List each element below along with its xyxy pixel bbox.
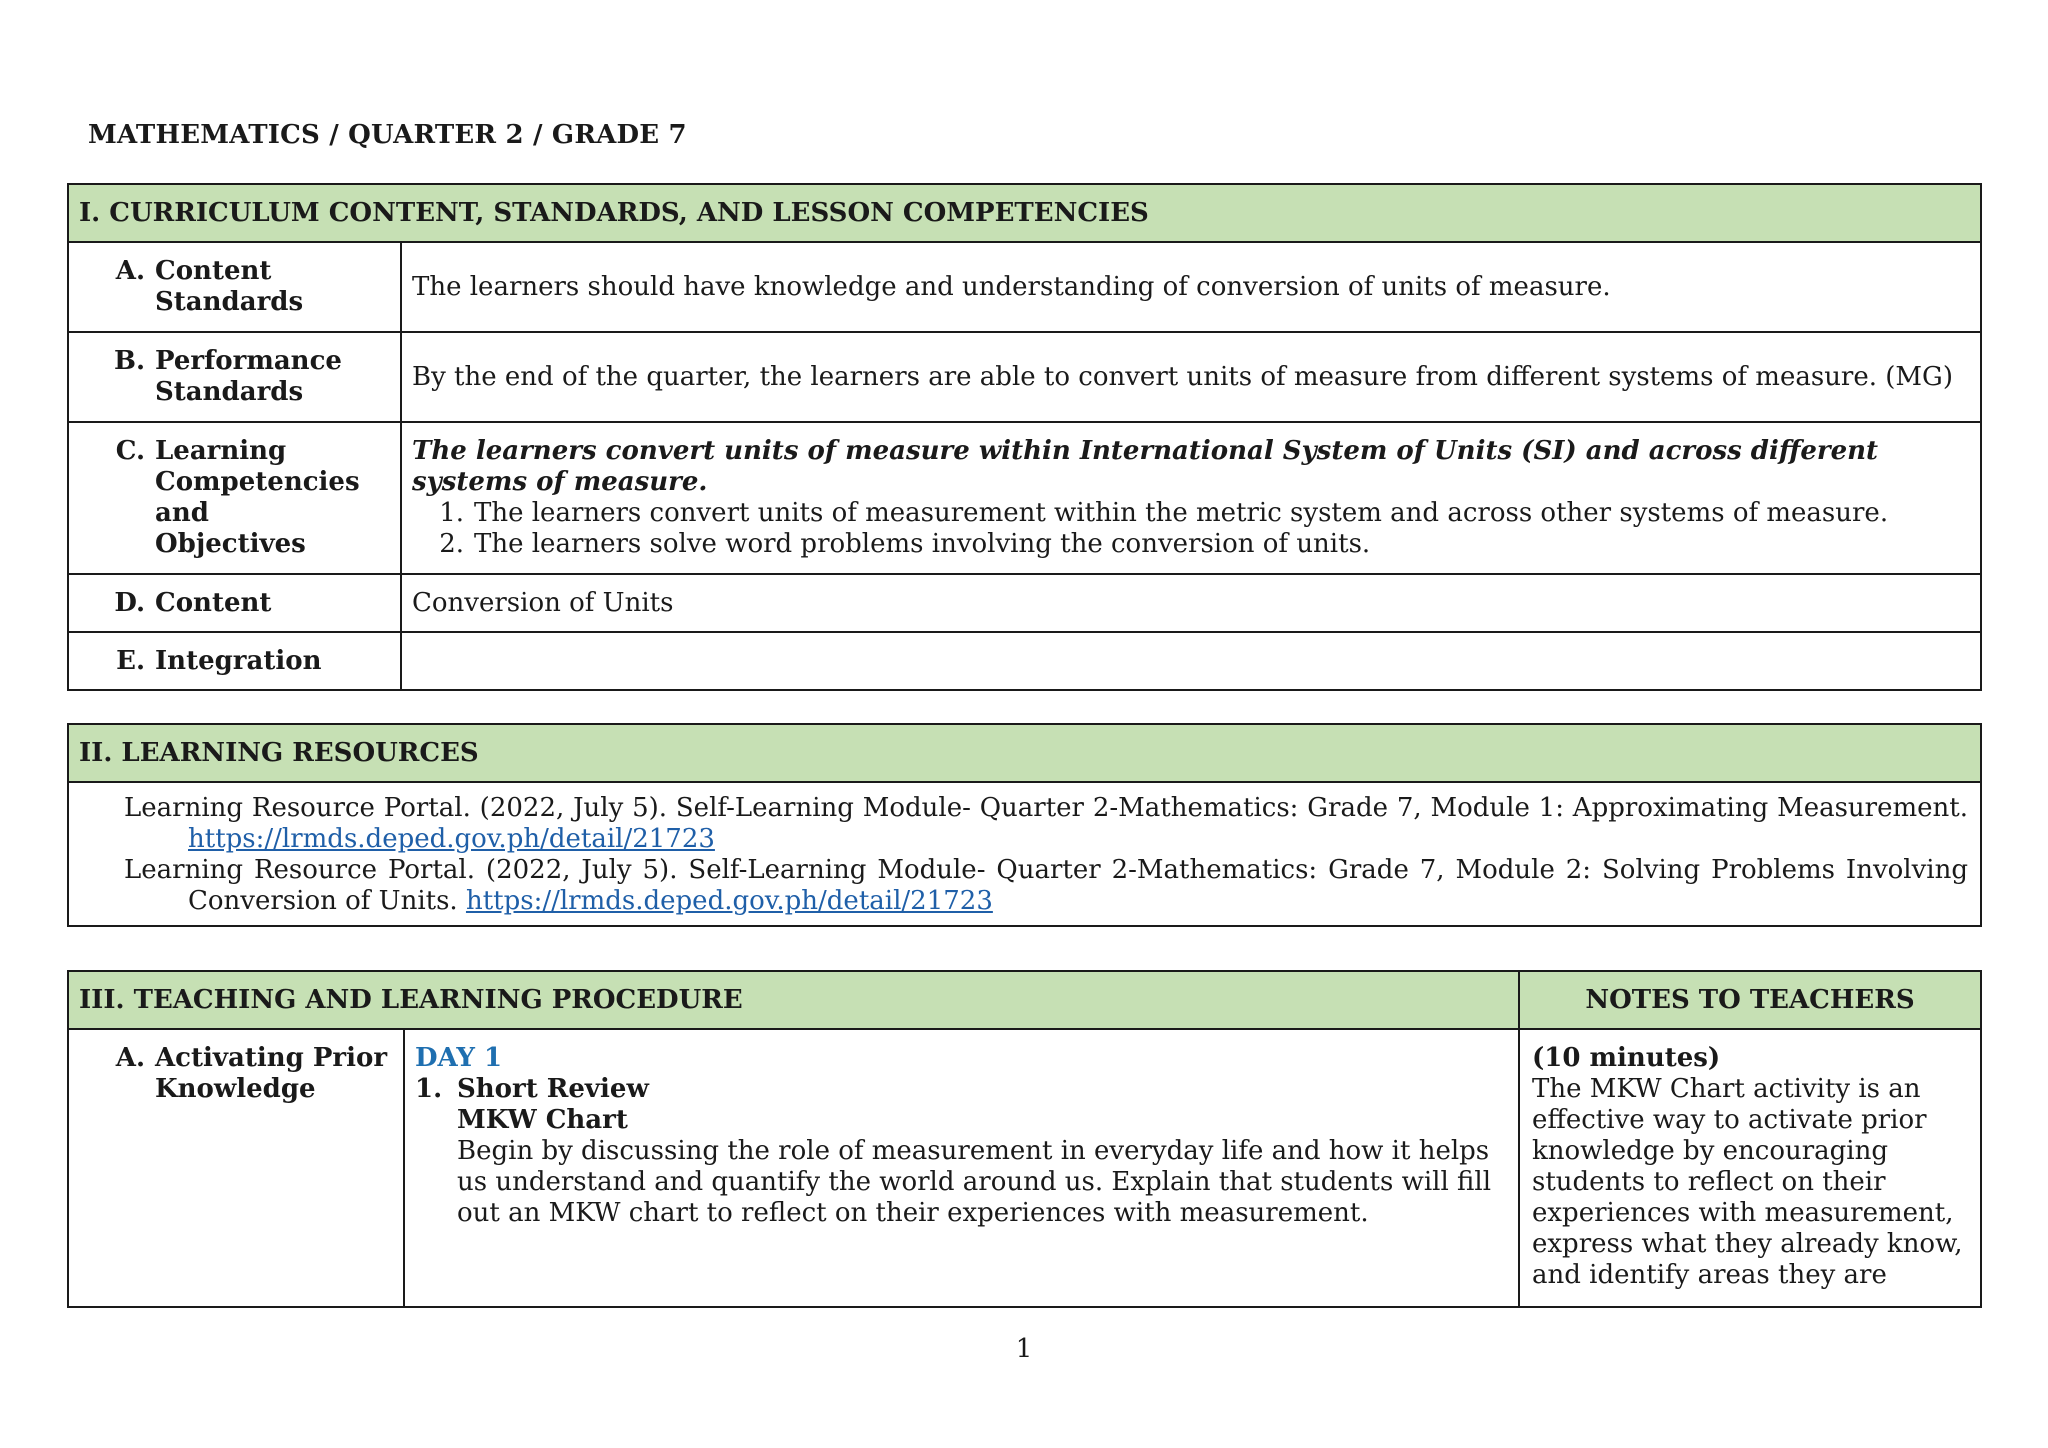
notes-body: The MKW Chart activity is an effective way to activate prior knowledge by encouraging students to reflect on their experiences with measurement, express what they already know, and identify areas they are: [1532, 1074, 1963, 1290]
section2-title: II. LEARNING RESOURCES: [68, 724, 1981, 782]
performance-standards-value: By the end of the quarter, the learners are able to convert units of measure from different systems of measure. (MG): [401, 332, 1981, 422]
procedure-table: [67, 970, 1982, 1308]
step-heading: 1. Short Review: [415, 1074, 649, 1104]
reference-item: Learning Resource Portal. (2022, July 5). Self-Learning Module- Quarter 2-Mathematics: Grade 7, Module 2: Solving Problems Involving Conversion of Units. https://lrmds.deped.gov.ph/detail/21723: [124, 855, 1968, 916]
reference-link[interactable]: https://lrmds.deped.gov.ph/detail/21723: [188, 824, 715, 854]
section1-title: I. CURRICULUM CONTENT, STANDARDS, AND LESSON COMPETENCIES: [68, 184, 1981, 242]
page-number: 1: [1015, 1334, 1033, 1364]
notes-to-teachers-title: NOTES TO TEACHERS: [1519, 971, 1981, 1029]
day-label: DAY 1: [415, 1043, 503, 1073]
row-label-content: D. Content: [68, 574, 401, 632]
content-standards-value: The learners should have knowledge and understanding of conversion of units of measure.: [401, 242, 1981, 332]
row-label-content-standards: A. Content Standards: [68, 242, 401, 332]
notes-time: (10 minutes): [1532, 1043, 1721, 1073]
learning-competencies-value: [401, 422, 1981, 574]
integration-value: [401, 632, 1981, 690]
curriculum-table: [67, 183, 1982, 691]
notes-cell: [1519, 1029, 1981, 1307]
objectives-list: [412, 498, 1970, 560]
references-cell: [68, 782, 1981, 926]
list-item: 1. The learners convert units of measurement within the metric system and across other systems of measure.: [439, 498, 1889, 528]
activity-title: MKW Chart: [457, 1105, 628, 1135]
row-label-performance-standards: B. Performance Standards: [68, 332, 401, 422]
section3-title: III. TEACHING AND LEARNING PROCEDURE: [68, 971, 1519, 1029]
reference-item: Learning Resource Portal. (2022, July 5). Self-Learning Module- Quarter 2-Mathematics: Grade 7, Module 1: Approximating Measurement. https://lrmds.deped.gov.ph/detail/21723: [124, 793, 1968, 854]
reference-link[interactable]: https://lrmds.deped.gov.ph/detail/21723: [465, 886, 993, 916]
procedure-cell: [404, 1029, 1519, 1307]
row-label-integration: E. Integration: [68, 632, 401, 690]
learning-resources-table: [67, 723, 1982, 927]
list-item: 2. The learners solve word problems involving the conversion of units.: [439, 529, 1371, 559]
content-value: Conversion of Units: [401, 574, 1981, 632]
competency-statement: The learners convert units of measure within International System of Units (SI) and across different systems of measure.: [412, 436, 1879, 497]
row-label-learning-competencies: C. Learning Competencies and Objectives: [68, 422, 401, 574]
activity-body: Begin by discussing the role of measurement in everyday life and how it helps us understand and quantify the world around us. Explain that students will fill out an MKW chart to reflect on their experiences with measurement.: [457, 1136, 1492, 1228]
row-label-activating-prior-knowledge: A. Activating Prior Knowledge: [68, 1029, 404, 1307]
page-header: MATHEMATICS / QUARTER 2 / GRADE 7: [88, 120, 687, 150]
